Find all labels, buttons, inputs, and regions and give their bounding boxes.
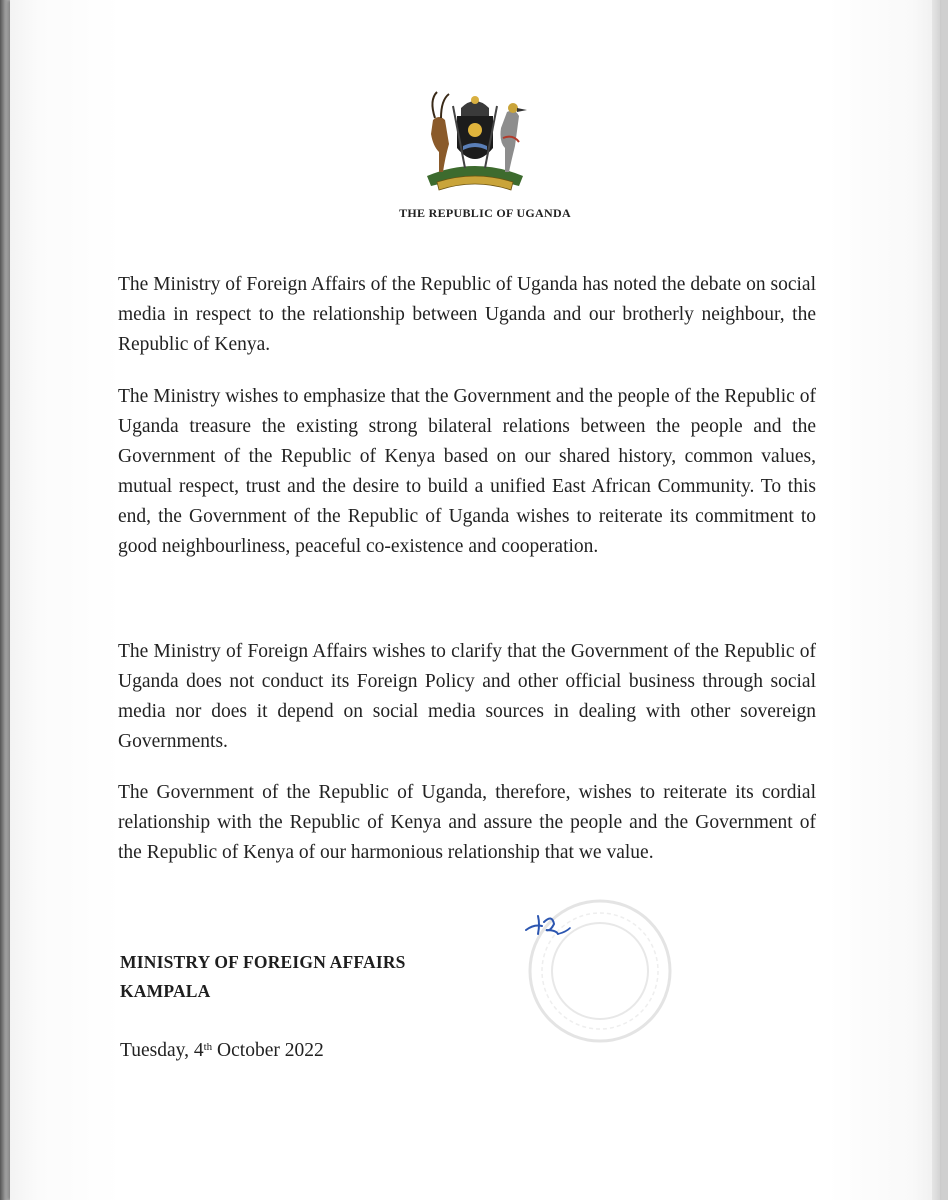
date-prefix: Tuesday, 4 [120, 1040, 204, 1061]
paragraph-3: The Ministry of Foreign Affairs wishes to clarify that the Government of the Republic of Uganda does not conduct its Foreign Policy and other official business through social media nor does it depend on social media sources in dealing with other sovereign Governments. [118, 641, 816, 752]
page-right-edge [932, 0, 940, 1200]
signature-icon [520, 908, 580, 940]
paragraph-2: The Ministry wishes to emphasize that the Government and the people of the Republic of Uganda treasure the existing strong bilateral relations between the people and the Government of the Republic of Kenya based on our shared history, common values, mutual respect, trust and the desire to build a unified East African Community. To this end, the Government of the Republic of Uganda wishes to reiterate its commitment to good neighbourliness, peaceful co-existence and cooperation. [118, 386, 816, 557]
signatory-block [120, 948, 406, 1006]
signatory-city: KAMPALA [120, 981, 211, 1001]
date-ordinal: th [203, 1041, 213, 1053]
paragraph-4: The Government of the Republic of Uganda, therefore, wishes to reiterate its cordial relationship with the Republic of Kenya and assure the people and the Government of the Republic of Kenya of our harmonious relationship that we value. [118, 782, 816, 863]
signatory-ministry: MINISTRY OF FOREIGN AFFAIRS [120, 952, 406, 972]
document-heading: THE REPUBLIC OF UGANDA [399, 206, 571, 220]
paragraph-1: The Ministry of Foreign Affairs of the Republic of Uganda has noted the debate on social media in respect to the relationship between Uganda and our brotherly neighbour, the Republic of Kenya. [118, 274, 816, 355]
letter-date [120, 1040, 324, 1062]
coat-of-arms-icon [415, 86, 535, 194]
page-binding-edge [0, 0, 10, 1200]
letter-page [10, 0, 940, 1200]
date-suffix: October 2022 [212, 1040, 324, 1061]
